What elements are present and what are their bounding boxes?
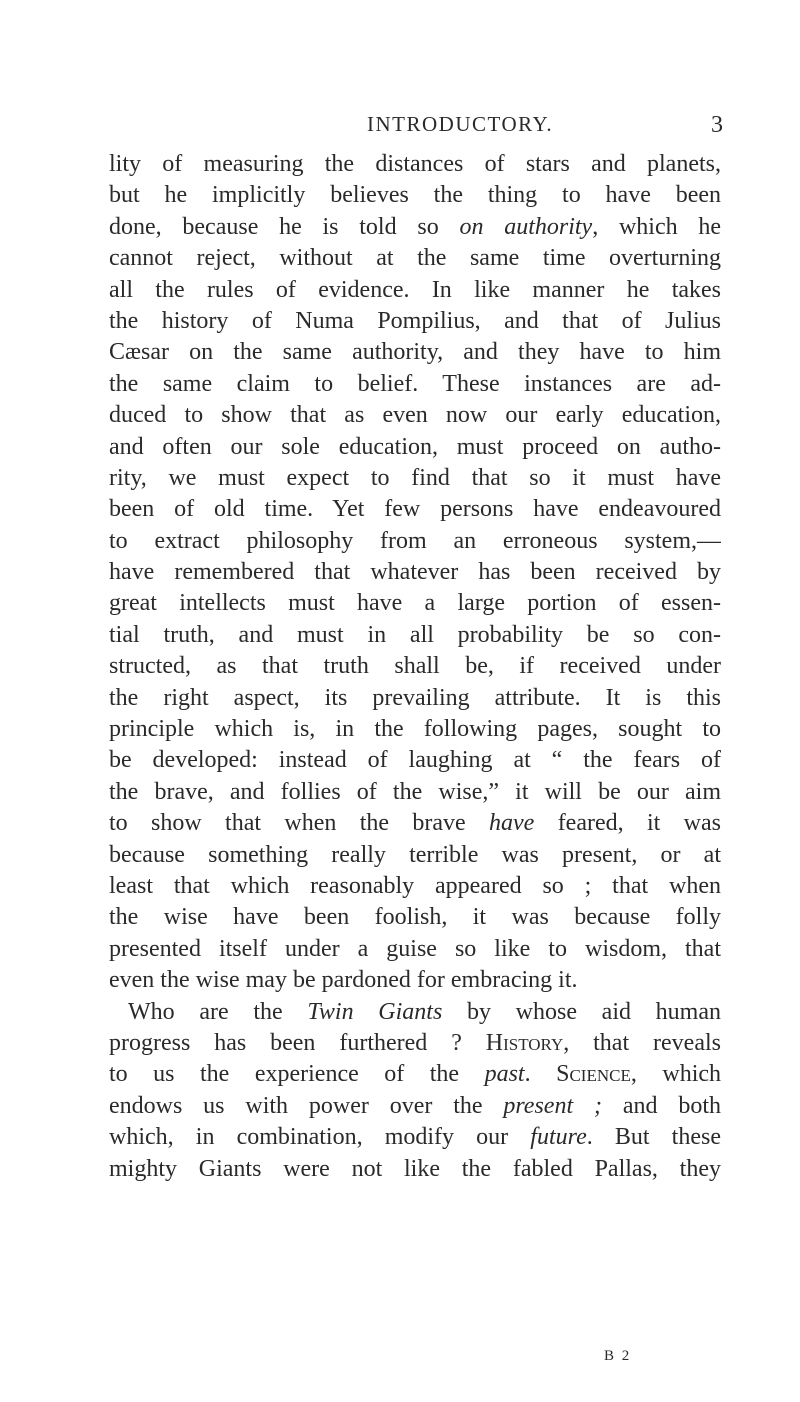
text-run: but he implicitly believes the thing to have been [109, 182, 721, 209]
text-run: been of old time. Yet few persons have endeavoured [109, 496, 721, 523]
text-line [109, 494, 721, 525]
text-run: , that reveals [563, 1029, 721, 1056]
text-run: duced to show that as even now our early education, [109, 402, 721, 429]
text-run: done, because he is told so [109, 213, 460, 240]
text-line [109, 463, 721, 494]
text-run: principle which is, in the following pages, sought to [109, 716, 721, 743]
text-line [109, 149, 721, 180]
text-line [109, 902, 721, 933]
text-run: , which he [592, 213, 721, 240]
text-run: the history of Numa Pompilius, and that of Julius [109, 307, 721, 334]
italic-text: present ; [503, 1092, 602, 1119]
text-run: presented itself under a guise so like to wisdom, that [109, 935, 721, 962]
text-line [109, 588, 721, 619]
text-line [109, 997, 721, 1028]
text-line [109, 306, 721, 337]
italic-text: Twin Giants [307, 998, 443, 1025]
text-run: to extract philosophy from an erroneous system,— [109, 527, 721, 554]
italic-text: future [530, 1124, 587, 1151]
text-run: to us the experience of the [109, 1061, 485, 1088]
text-line [109, 1028, 721, 1059]
text-run: have remembered that whatever has been received by [109, 559, 721, 586]
text-run: the right aspect, its prevailing attribute. It is this [109, 684, 721, 711]
text-line [109, 369, 721, 400]
page-header [0, 112, 800, 142]
text-run: the same claim to belief. These instances are ad- [109, 370, 721, 397]
italic-text: past [484, 1061, 525, 1088]
text-run: , which [630, 1061, 721, 1088]
text-line [109, 840, 721, 871]
text-run: Who are the [128, 998, 308, 1025]
italic-text: have [489, 810, 535, 837]
text-line [109, 965, 721, 996]
text-run: . [524, 1061, 557, 1088]
text-run: . But these [586, 1124, 721, 1151]
text-line [109, 651, 721, 682]
text-line [109, 808, 721, 839]
text-line [109, 745, 721, 776]
text-run: be developed: instead of laughing at “ the fears of [109, 747, 721, 774]
signature-mark: B 2 [604, 1348, 632, 1364]
text-run: least that which reasonably appeared so ; that when [109, 872, 721, 899]
text-run: the wise have been foolish, it was because folly [109, 904, 721, 931]
italic-text: on authority [459, 213, 593, 240]
text-line [109, 400, 721, 431]
text-run: cannot reject, without at the same time overturning [109, 245, 721, 272]
text-line [109, 337, 721, 368]
text-run: structed, as that truth shall be, if received under [109, 653, 721, 680]
running-title: INTRODUCTORY. [367, 112, 554, 136]
text-line [109, 934, 721, 965]
text-run: the brave, and follies of the wise,” it will be our aim [109, 778, 721, 805]
text-run: rity, we must expect to find that so it must have [109, 464, 721, 491]
text-line [109, 1059, 721, 1090]
text-run: tial truth, and must in all probability be so con- [109, 621, 721, 648]
body-text [109, 149, 721, 1185]
text-line [109, 1122, 721, 1153]
text-line [109, 212, 721, 243]
small-caps-text: Science [556, 1061, 631, 1088]
text-run: by whose aid human [442, 998, 721, 1025]
text-line [109, 1154, 721, 1185]
text-run: and both [601, 1092, 721, 1119]
text-run: because something really terrible was present, or at [109, 841, 721, 868]
text-line [109, 1091, 721, 1122]
page-number: 3 [711, 112, 723, 138]
text-line [109, 683, 721, 714]
text-run: progress has been furthered ? [109, 1029, 486, 1056]
text-line [109, 275, 721, 306]
text-line [109, 432, 721, 463]
text-run: all the rules of evidence. In like manner he takes [109, 276, 721, 303]
text-run: great intellects must have a large portion of essen- [109, 590, 721, 617]
text-run: Cæsar on the same authority, and they have to him [109, 339, 721, 366]
text-line [109, 180, 721, 211]
text-run: feared, it was [534, 810, 721, 837]
small-caps-text: History [485, 1029, 564, 1056]
text-line [109, 620, 721, 651]
text-run: even the wise may be pardoned for embracing it. [109, 967, 578, 994]
text-line [109, 243, 721, 274]
text-line [109, 777, 721, 808]
text-run: which, in combination, modify our [109, 1124, 531, 1151]
text-run: mighty Giants were not like the fabled Pallas, they [109, 1155, 721, 1182]
text-run: endows us with power over the [109, 1092, 504, 1119]
text-run: lity of measuring the distances of stars and planets, [109, 151, 721, 177]
text-line [109, 526, 721, 557]
text-run: to show that when the brave [109, 810, 490, 837]
text-line [109, 557, 721, 588]
text-run: and often our sole education, must proceed on autho- [109, 433, 721, 460]
text-line [109, 714, 721, 745]
text-line [109, 871, 721, 902]
